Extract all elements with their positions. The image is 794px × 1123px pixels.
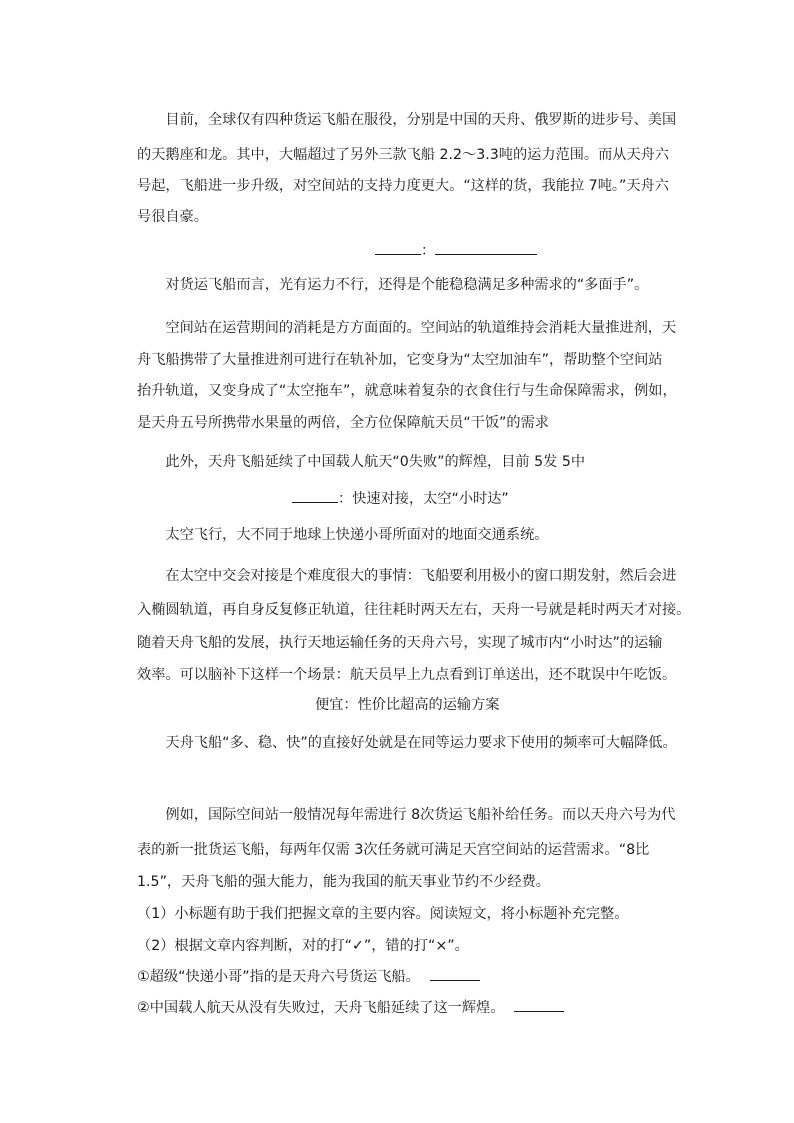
answer-blank-1[interactable]	[430, 966, 480, 981]
paragraph-1-line-4: 号很自豪。	[137, 209, 208, 225]
paragraph-6-line-4: 效率。可以脑补下这样一个场景：航天员早上九点看到订单送出，还不耽误中午吃饭。	[137, 667, 677, 683]
paragraph-1-line-2: 的天鹅座和龙。其中，大幅超过了另外三款飞船 2.2～3.3吨的运力范围。而从天舟六	[137, 147, 670, 163]
paragraph-3-line-1: 空间站在运营期间的消耗是方方面面的。空间站的轨道维持会消耗大量推进剂，天	[137, 320, 677, 336]
paragraph-7: 天舟飞船“多、稳、快”的直接好处就是在同等运力要求下使用的频率可大幅降低。	[137, 735, 677, 751]
subtitle-3: 便宜：性价比超高的运输方案	[315, 697, 500, 713]
paragraph-6-line-3: 随着天舟飞船的发展，执行天地运输任务的天舟六号，实现了城市内“小时达”的运输	[137, 635, 663, 651]
question-1: （1）小标题有助于我们把握文章的主要内容。阅读短文，将小标题补充完整。	[137, 906, 629, 922]
paragraph-6-line-1: 在太空中交会对接是个难度很大的事情：飞船要利用极小的窗口期发射，然后会进	[137, 568, 677, 584]
question-2-item-2-text: ②中国载人航天从没有失败过，天舟飞船延续了这一辉煌。	[137, 1000, 505, 1016]
paragraph-8-line-2: 表的新一批货运飞船，每两年仅需 3次任务就可满足天宫空间站的运营需求。“8比	[137, 842, 650, 858]
paragraph-6-line-2: 入椭圆轨道，再自身反复修正轨道，往往耗时两天左右，天舟一号就是耗时两天才对接。	[137, 602, 691, 618]
subtitle-1	[375, 240, 537, 261]
subtitle-1-blank-b	[435, 240, 537, 255]
paragraph-3-line-2: 舟飞船携带了大量推进剂可进行在轨补加，它变身为“太空加油车”，帮助整个空间站	[137, 352, 663, 368]
subtitle-2-blank	[292, 488, 338, 503]
paragraph-2: 对货运飞船而言，光有运力不行，还得是个能稳稳满足多种需求的“多面手”。	[137, 277, 649, 293]
question-2-item-1-text: ①超级“快递小哥”指的是天舟六号货运飞船。	[137, 969, 420, 985]
paragraph-8-line-3: 1.5”，天舟飞船的强大能力，能为我国的航天事业节约不少经费。	[137, 874, 550, 890]
subtitle-2-text: ：快速对接，太空“小时达”	[338, 491, 509, 507]
paragraph-1-line-3: 号起，飞船进一步升级，对空间站的支持力度更大。“这样的货，我能拉 7吨。”天舟六	[137, 178, 669, 194]
question-2-item-2	[137, 997, 564, 1018]
subtitle-1-colon: ：	[421, 243, 436, 259]
subtitle-2	[292, 488, 509, 509]
paragraph-4: 此外，天舟飞船延续了中国载人航天“0失败”的辉煌，目前 5发 5中	[137, 454, 586, 470]
subtitle-1-blank-a	[375, 240, 421, 255]
question-2: （2）根据文章内容判断，对的打“✓”，错的打“×”。	[137, 938, 469, 954]
paragraph-3-line-4: 是天舟五号所携带水果量的两倍，全方位保障航天员“干饭”的需求	[137, 415, 549, 431]
paragraph-1-line-1: 目前，全球仅有四种货运飞船在服役，分别是中国的天舟、俄罗斯的进步号、美国	[137, 112, 677, 128]
paragraph-5: 太空飞行，大不同于地球上快递小哥所面对的地面交通系统。	[137, 527, 549, 543]
answer-blank-2[interactable]	[514, 997, 564, 1012]
paragraph-8-line-1: 例如，国际空间站一般情况每年需进行 8次货运飞船补给任务。而以天舟六号为代	[137, 807, 676, 823]
question-2-item-1	[137, 966, 480, 987]
paragraph-3-line-3: 抬升轨道，又变身成了“太空拖车”，就意味着复杂的衣食住行与生命保障需求，例如，	[137, 383, 677, 399]
